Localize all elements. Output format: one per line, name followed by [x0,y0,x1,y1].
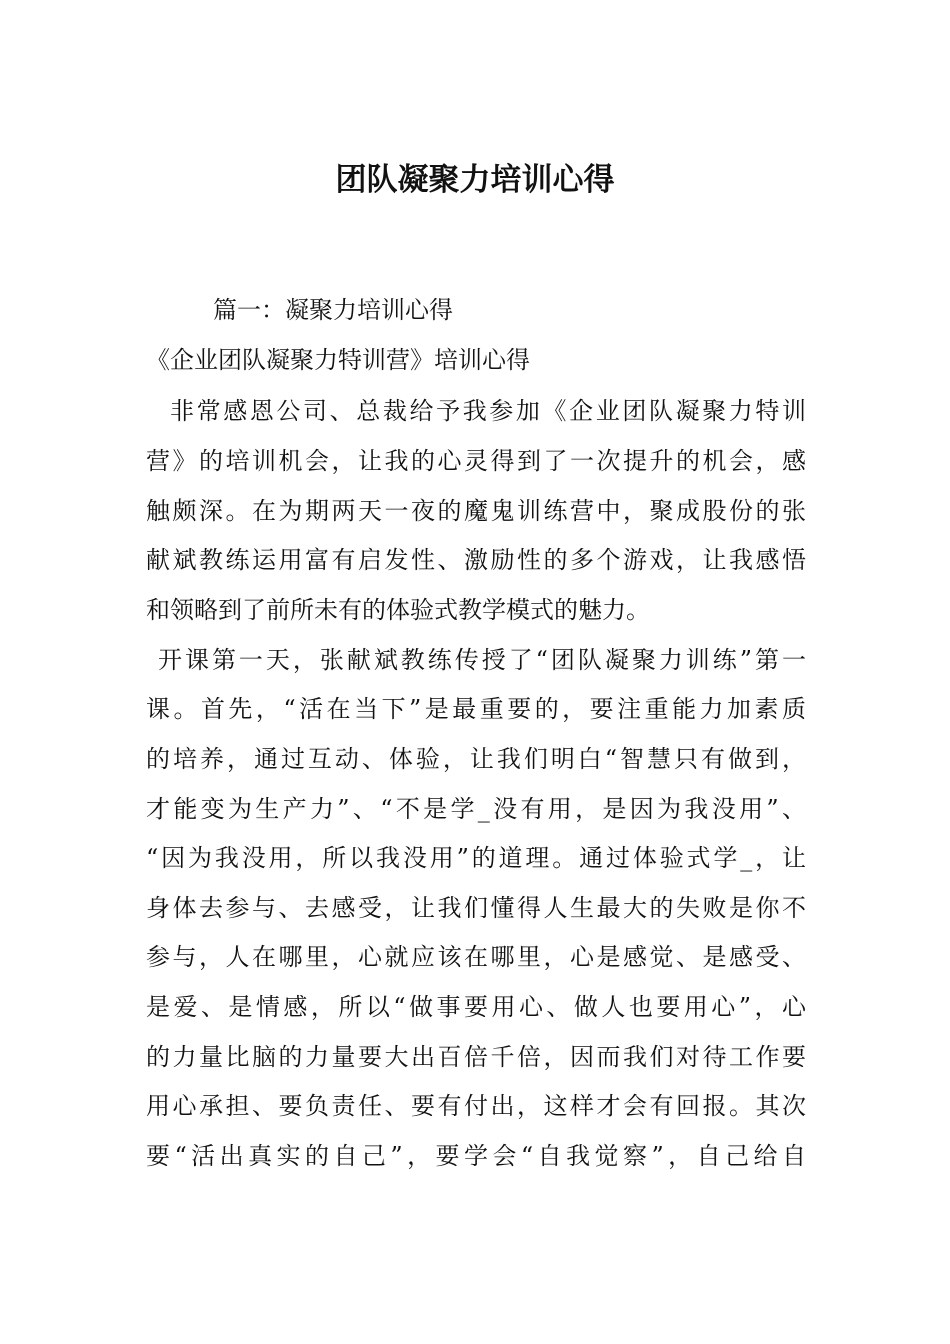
document-title: 团队凝聚力培训心得 [335,162,615,198]
paragraph1-line: 和领略到了前所未有的体验式教学模式的魅力。 [146,596,650,624]
paragraph2-line: 是爱、是情感，所以“做事要用心、做人也要用心”，心 [146,993,806,1021]
section-heading: 篇一：凝聚力培训心得 [213,296,453,324]
paragraph1-line: 献斌教练运用富有启发性、激励性的多个游戏，让我感悟 [146,546,806,574]
paragraph2-line: 身体去参与、去感受，让我们懂得人生最大的失败是你不 [146,894,806,922]
paragraph2-line: 的培养，通过互动、体验，让我们明白“智慧只有做到， [146,745,806,773]
paragraph1-line: 触颇深。在为期两天一夜的魔鬼训练营中，聚成股份的张 [146,497,806,525]
paragraph2-line: 才能变为生产力”、“不是学_没有用，是因为我没用”、 [146,795,806,823]
paragraph2-line: 开课第一天，张献斌教练传授了“团队凝聚力训练”第一 [158,646,806,674]
paragraph2-line: 参与，人在哪里，心就应该在哪里，心是感觉、是感受、 [146,943,806,971]
subheading: 《企业团队凝聚力特训营》培训心得 [146,346,530,374]
paragraph2-line: 的力量比脑的力量要大出百倍千倍，因而我们对待工作要 [146,1043,806,1071]
paragraph1-line: 非常感恩公司、总裁给予我参加《企业团队凝聚力特训 [170,397,806,425]
paragraph2-line: 用心承担、要负责任、要有付出，这样才会有回报。其次 [146,1092,806,1120]
paragraph2-line: “因为我没用，所以我没用”的道理。通过体验式学_，让 [146,844,806,872]
paragraph2-line: 要“活出真实的自己”，要学会“自我觉察”，自己给自 [146,1142,806,1170]
paragraph2-line: 课。首先，“活在当下”是最重要的，要注重能力加素质 [146,695,806,723]
paragraph1-line: 营》的培训机会，让我的心灵得到了一次提升的机会，感 [146,447,806,475]
